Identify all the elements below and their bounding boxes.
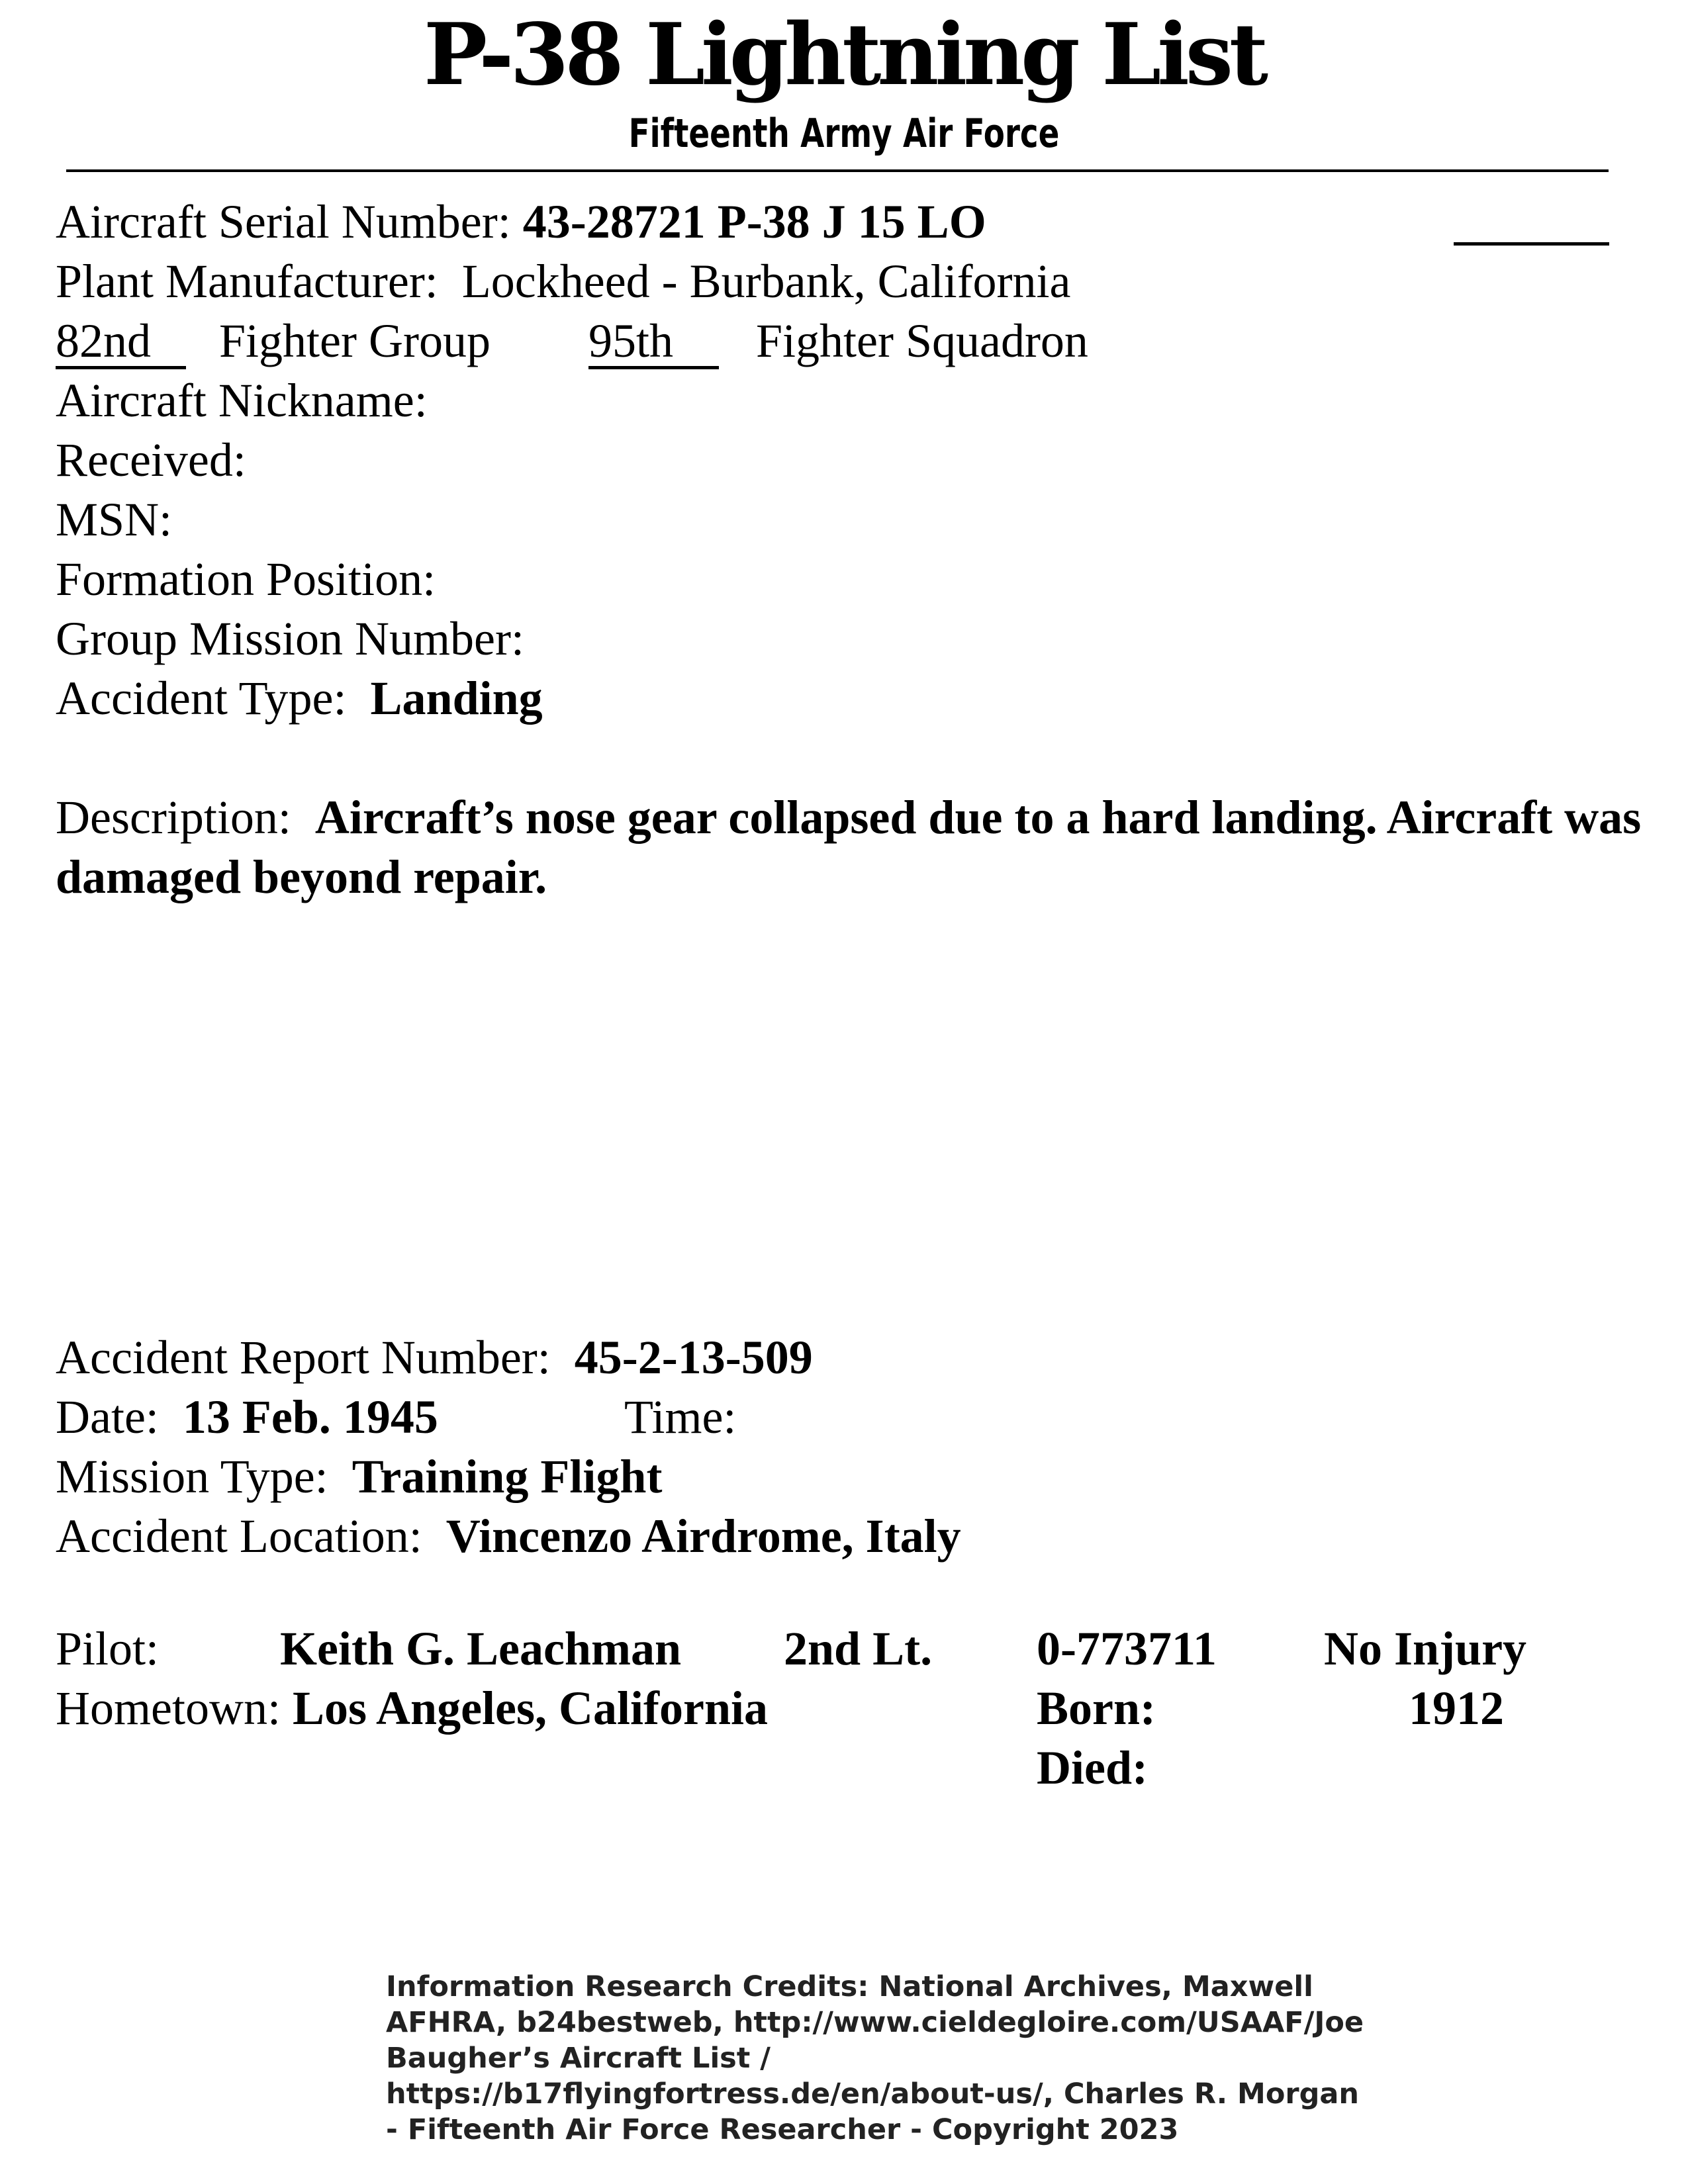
mission-type-value: Training Flight <box>352 1450 663 1503</box>
hometown-label: Hometown: <box>56 1682 281 1735</box>
pilot-service-number: 0-773711 <box>1037 1622 1217 1675</box>
page-subtitle: Fifteenth Army Air Force <box>628 111 1060 157</box>
group-mission-number-label: Group Mission Number: <box>56 612 524 665</box>
manufacturer-row <box>56 251 1070 311</box>
msn-label: MSN: <box>56 493 173 546</box>
report-number-value: 45-2-13-509 <box>574 1331 813 1384</box>
group-squadron-row <box>56 311 1088 371</box>
date-label: Date: <box>56 1390 159 1443</box>
pilot-name: Keith G. Leachman <box>280 1622 681 1675</box>
serial-number-row <box>56 192 986 251</box>
description-block <box>56 788 1644 907</box>
header-divider <box>66 169 1609 172</box>
accident-type-label: Accident Type: <box>56 672 347 725</box>
manufacturer-label: Plant Manufacturer: <box>56 255 438 308</box>
report-number-row <box>56 1328 813 1387</box>
location-row <box>56 1506 961 1566</box>
mission-type-label: Mission Type: <box>56 1450 328 1503</box>
mission-type-row <box>56 1447 662 1506</box>
accident-type-row <box>56 668 543 728</box>
received-label: Received: <box>56 433 246 486</box>
fighter-group-label: Fighter Group <box>219 314 491 367</box>
accident-type-value: Landing <box>370 672 543 725</box>
time-label: Time: <box>624 1390 737 1443</box>
location-value: Vincenzo Airdrome, Italy <box>445 1510 961 1563</box>
fighter-squadron-label: Fighter Squadron <box>755 314 1088 367</box>
manufacturer-value: Lockheed - Burbank, California <box>461 255 1071 308</box>
report-number-label: Accident Report Number: <box>56 1331 551 1384</box>
hometown-value: Los Angeles, California <box>292 1682 768 1735</box>
nickname-label: Aircraft Nickname: <box>56 374 428 427</box>
hometown-row <box>56 1678 768 1738</box>
page-title: P-38 Lightning List <box>424 5 1264 105</box>
serial-number-value: 43-28721 P-38 J 15 LO <box>522 195 986 248</box>
description-text: Aircraft’s nose gear collapsed due to a hard landing. Aircraft was damaged beyond repair. <box>56 791 1642 903</box>
description-label: Description: <box>56 791 291 844</box>
blank-line <box>1454 242 1609 246</box>
date-row <box>56 1387 438 1447</box>
serial-number-label: Aircraft Serial Number: <box>56 195 511 248</box>
location-label: Accident Location: <box>56 1510 422 1563</box>
research-credits: Information Research Credits: National Archives, Maxwell AFHRA, b24bestweb, http://www.cieldegloire.com/USAAF/Joe Baugher’s Aircraft List / https://b17flyingfortress.de/en/about-us/, Charles R. Morgan - Fifteenth Air Force Researcher - Copyright 2023 <box>386 1970 1364 2146</box>
date-value: 13 Feb. 1945 <box>182 1390 438 1443</box>
died-label: Died: <box>1037 1741 1148 1794</box>
born-label: Born: <box>1037 1682 1156 1735</box>
formation-position-label: Formation Position: <box>56 553 436 606</box>
pilot-label: Pilot: <box>56 1622 160 1675</box>
fighter-squadron-value: 95th <box>588 316 719 369</box>
fighter-group-value: 82nd <box>56 316 186 369</box>
born-value: 1912 <box>1409 1682 1504 1735</box>
pilot-status: No Injury <box>1324 1622 1527 1675</box>
pilot-rank: 2nd Lt. <box>784 1622 933 1675</box>
